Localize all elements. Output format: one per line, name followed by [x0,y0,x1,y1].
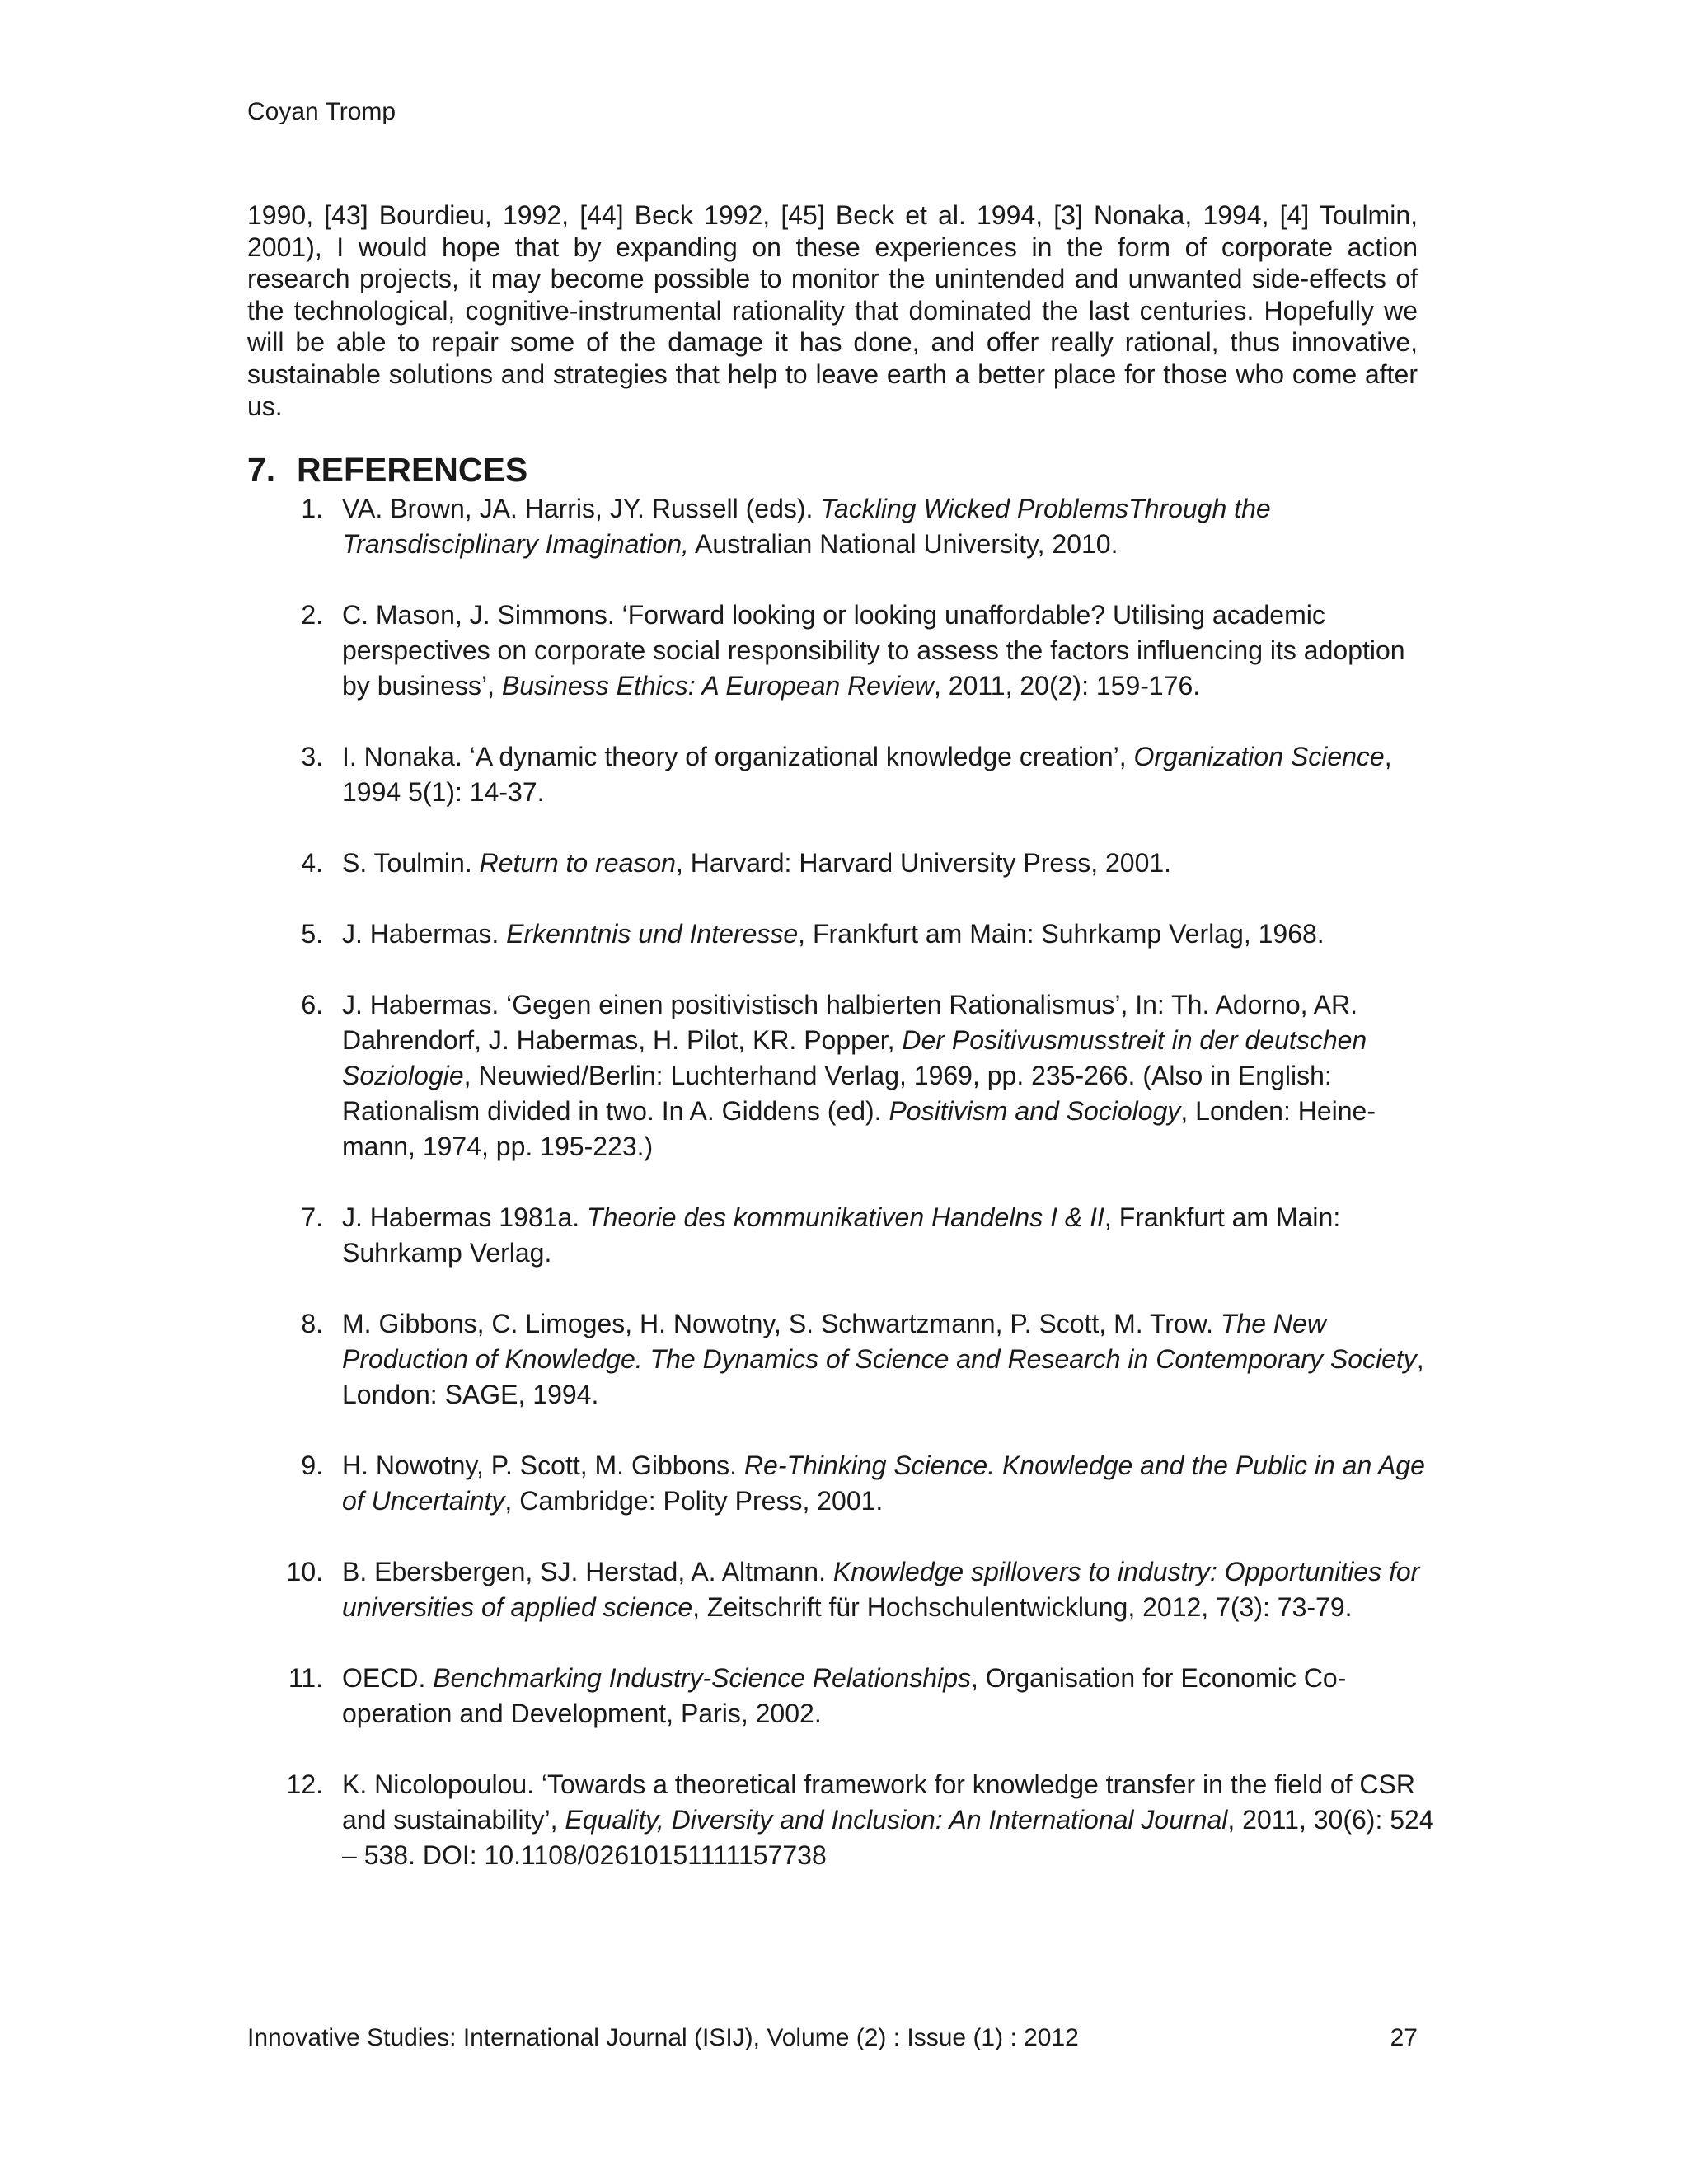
reference-title-italic: Equality, Diversity and Inclusion: An International Journal [565,1805,1228,1835]
reference-title-italic: Der Positivusmusstreit in der deutschen Soziologie [342,1025,1367,1090]
references-heading [247,450,528,490]
reference-title-italic: Organization Science [1133,742,1385,771]
reference-text [342,1769,1434,1870]
section-title: REFERENCES [297,451,528,489]
reference-text-segment: M. Gibbons, C. Limoges, H. Nowotny, S. Schwartzmann, P. Scott, M. Trow. [342,1309,1221,1338]
reference-item [247,1767,1434,1873]
reference-text-segment: J. Habermas. [342,919,507,949]
reference-text-segment: , Londen: Heine-mann, 1974, pp. 195-223.) [342,1096,1376,1161]
reference-title-italic: The New Production of Knowledge. The Dynamics of Science and Research in Contemporary Society [342,1309,1417,1374]
reference-text-segment: K. Nicolopoulou. ‘Towards a theoretical framework for knowledge transfer in the field of CSR and sustainability’, [342,1769,1415,1835]
reference-number: 2. [301,600,323,630]
reference-text [342,742,1392,807]
reference-text [342,1451,1425,1516]
reference-text [342,600,1405,701]
reference-title-italic: Erkenntnis und Interesse [506,919,799,949]
reference-item [247,1554,1434,1625]
reference-title-italic: Tackling Wicked ProblemsThrough the Transdisciplinary Imagination, [342,494,1271,559]
reference-number: 12. [286,1769,323,1799]
reference-text [342,1309,1424,1409]
reference-text-segment: I. Nonaka. ‘A dynamic theory of organizational knowledge creation’, [342,742,1134,771]
footer-page-number: 27 [1390,2024,1418,2051]
reference-text-segment: B. Ebersbergen, SJ. Herstad, A. Altmann. [342,1557,833,1586]
reference-item [247,846,1434,881]
reference-number: 1. [301,494,323,523]
reference-title-italic: Re-Thinking Science. Knowledge and the Public in an Age of Uncertainty [342,1451,1425,1516]
reference-item [247,739,1434,810]
reference-text-segment: Australian National University, 2010. [688,529,1118,559]
reference-item [247,1661,1434,1732]
reference-item [247,916,1434,952]
reference-title-italic: Theorie des kommunikativen Handelns I & II [587,1202,1104,1232]
reference-text-segment: , 2011, 20(2): 159-176. [933,671,1201,701]
running-head-author: Coyan Tromp [247,98,396,125]
reference-text-segment: OECD. [342,1663,434,1693]
reference-text [342,919,1325,949]
reference-number: 10. [286,1557,323,1586]
reference-text-segment: S. Toulmin. [342,848,480,878]
reference-text [342,494,1271,559]
reference-number: 5. [301,919,323,949]
reference-text [342,1202,1340,1268]
footer-journal: Innovative Studies: International Journal (ISIJ), Volume (2) : Issue (1) : 2012 [247,2024,1079,2051]
reference-number: 6. [301,990,323,1019]
reference-text-segment: J. Habermas. ‘Gegen einen positivistisch halbierten Rationalismus’, In: Th. Adorno, AR. Dahrendorf, J. Habermas, H. Pilot, KR. Popper, [342,990,1358,1055]
reference-title-italic: Knowledge spillovers to industry: Opportunities for universities of applied science [342,1557,1420,1622]
reference-item [247,987,1434,1165]
reference-item [247,1306,1434,1413]
reference-text-segment: J. Habermas 1981a. [342,1202,588,1232]
reference-text-segment: , Cambridge: Polity Press, 2001. [504,1486,884,1516]
reference-title-italic: Positivism and Sociology [889,1096,1181,1126]
reference-number: 11. [288,1663,323,1693]
reference-text-segment: , 2011, 30(6): 524 – 538. DOI: 10.1108/02610151111157738 [342,1805,1434,1870]
reference-text-segment: , Zeitschrift für Hochschulentwicklung, 2012, 7(3): 73-79. [692,1592,1353,1622]
intro-section [247,199,1418,422]
reference-text [342,990,1376,1161]
reference-title-italic: Benchmarking Industry-Science Relationships [433,1663,971,1693]
reference-number: 3. [301,742,323,771]
reference-title-italic: Business Ethics: A European Review [501,671,934,701]
reference-text-segment: , Neuwied/Berlin: Luchterhand Verlag, 1969, pp. 235-266. (Also in English: Rationalism divided in two. In A. Giddens (ed). [342,1061,1332,1126]
reference-text-segment: , Frankfurt am Main: Suhrkamp Verlag, 1968. [798,919,1325,949]
reference-list [247,491,1434,1909]
reference-number: 8. [301,1309,323,1338]
reference-number: 4. [301,848,323,878]
section-number: 7. [247,451,276,489]
reference-text [342,848,1171,878]
reference-text-segment: , 1994 5(1): 14-37. [342,742,1392,807]
reference-item [247,491,1434,562]
reference-text-segment: H. Nowotny, P. Scott, M. Gibbons. [342,1451,744,1480]
reference-title-italic: Return to reason [479,848,676,878]
reference-text [342,1663,1346,1728]
intro-paragraph: 1990, [43] Bourdieu, 1992, [44] Beck 1992, [45] Beck et al. 1994, [3] Nonaka, 1994, [4] Toulmin, 2001), I would hope that by expanding on these experiences in the form of corporate action research projects, it may become possible to monitor the unintended and unwanted side-effects of the technological, cognitive-instrumental rationality that dominated the last centuries. Hopefully we will be able to repair some of the damage it has done, and offer really rational, thus innovative, sustainable solutions and strategies that help to leave earth a better place for those who come after us. [247,200,1418,421]
reference-text-segment: C. Mason, J. Simmons. ‘Forward looking or looking unaffordable? Utilising academic perspectives on corporate social responsibility to assess the factors influencing its adoption by business’, [342,600,1405,701]
reference-text-segment: , Frankfurt am Main: Suhrkamp Verlag. [342,1202,1341,1268]
reference-item [247,598,1434,704]
reference-number: 7. [301,1202,323,1232]
reference-text [342,1557,1419,1622]
reference-text-segment: , Organisation for Economic Co-operation and Development, Paris, 2002. [342,1663,1347,1728]
reference-item [247,1448,1434,1519]
reference-text-segment: , Harvard: Harvard University Press, 2001. [675,848,1172,878]
reference-text-segment: VA. Brown, JA. Harris, JY. Russell (eds). [342,494,821,523]
reference-number: 9. [301,1451,323,1480]
reference-item [247,1200,1434,1271]
reference-text-segment: , London: SAGE, 1994. [342,1344,1424,1409]
